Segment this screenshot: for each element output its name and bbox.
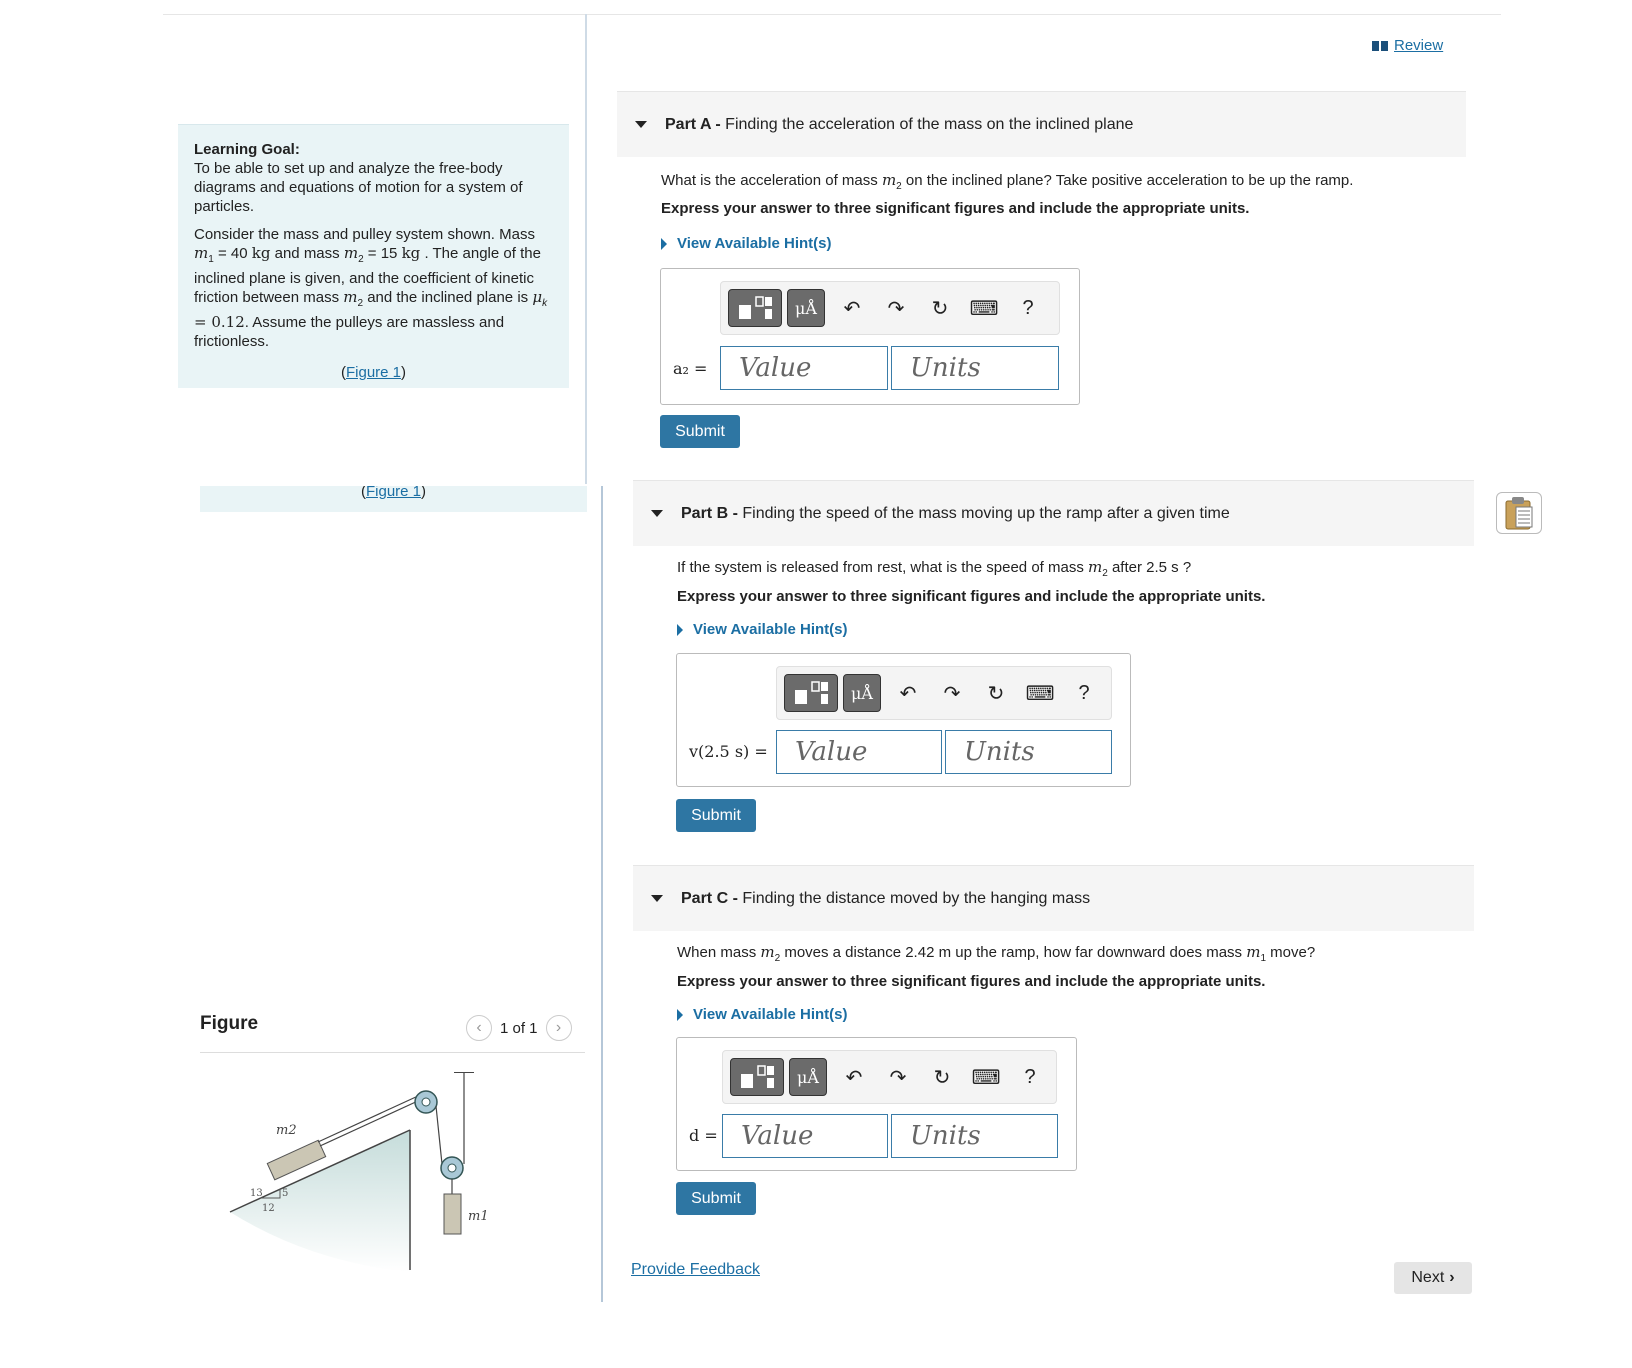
learning-goal-heading: Learning Goal: (194, 141, 300, 158)
part-b-header[interactable] (633, 480, 1474, 546)
part-b-units-input[interactable]: Units (945, 730, 1112, 774)
figure-pager (466, 1014, 572, 1042)
m2-symbol: m (760, 943, 775, 961)
caret-right-icon (661, 238, 667, 250)
part-a-variable: a₂ = (673, 359, 708, 378)
units-symbol-button[interactable] (787, 289, 825, 327)
prev-figure-button[interactable] (466, 1015, 492, 1041)
statement-text: Consider the mass and pulley system shown. Mass (194, 226, 535, 243)
next-button[interactable] (1394, 1262, 1472, 1294)
part-b-variable: v(2.5 s) = (689, 742, 768, 761)
keyboard-icon[interactable]: ⌨ (971, 1066, 1001, 1089)
part-b-value-input[interactable]: Value (776, 730, 942, 774)
part-c-hint-toggle[interactable] (677, 1006, 848, 1023)
m2-symbol: m (1088, 558, 1103, 576)
part-b-label: Part B - (681, 504, 738, 522)
m2-unit: kg (401, 244, 421, 262)
chevron-left-icon: ‹ (476, 1019, 482, 1036)
help-icon[interactable] (1062, 674, 1106, 712)
label-m1: m1 (468, 1209, 489, 1224)
chevron-right-icon: › (555, 1019, 562, 1036)
units-symbol-button[interactable] (789, 1058, 827, 1096)
part-a-question (661, 171, 1353, 192)
pulley-incline-figure (220, 1072, 520, 1272)
book-icon (1372, 40, 1388, 52)
m2-value: = 15 (363, 245, 402, 262)
keyboard-icon[interactable]: ⌨ (1025, 682, 1055, 705)
redo-icon[interactable]: ↷ (887, 297, 905, 320)
help-icon[interactable] (1008, 1058, 1052, 1096)
reset-icon[interactable]: ↻ (931, 297, 949, 320)
hint-label[interactable]: View Available Hint(s) (693, 1006, 848, 1023)
next-label: Next (1411, 1269, 1445, 1286)
m2-subscript: 2 (774, 953, 781, 964)
question-text: When mass (677, 944, 761, 961)
m2-symbol: m (881, 171, 897, 189)
help-glyph: ? (1024, 1065, 1036, 1088)
part-a-value-input[interactable]: Value (720, 346, 888, 390)
ghost-figure-link[interactable]: Figure 1 (365, 486, 422, 500)
m2-subscript: 2 (358, 254, 364, 265)
figure-link[interactable]: Figure 1 (345, 364, 402, 381)
rope-down (436, 1106, 442, 1164)
part-c-instruction: Express your answer to three significant figures and include the appropriate units. (677, 973, 1266, 990)
question-text: moves a distance 2.42 m up the ramp, how far downward does mass (780, 944, 1247, 961)
learning-goal-text: To be able to set up and analyze the free-body diagrams and equations of motion for a system of particles. (194, 160, 523, 215)
caret-right-icon (677, 1009, 683, 1021)
part-c-title: Finding the distance moved by the hanging mass (742, 889, 1091, 907)
part-a-units-input[interactable]: Units (891, 346, 1059, 390)
part-c-answer-box (676, 1037, 1077, 1171)
figure-divider (200, 1052, 585, 1053)
part-b-toolbar (776, 666, 1112, 720)
question-text: move? (1266, 944, 1316, 961)
mu-angstrom-icon: μÅ (797, 1067, 819, 1087)
part-b-answer-box (676, 653, 1131, 787)
templates-button[interactable] (730, 1058, 784, 1096)
question-text: What is the acceleration of mass (661, 172, 882, 189)
column-divider-lower (601, 486, 603, 1302)
part-b-hint-toggle[interactable] (677, 621, 848, 638)
statement-text: . Assume the pulleys are massless and frictionless. (194, 314, 505, 350)
caret-right-icon (677, 624, 683, 636)
top-divider (163, 14, 1501, 15)
help-glyph: ? (1022, 296, 1034, 319)
templates-icon (738, 1064, 776, 1090)
m1-subscript: 1 (208, 254, 214, 265)
m1-symbol: m (194, 244, 209, 262)
redo-icon[interactable]: ↷ (889, 1066, 907, 1089)
question-text: after 2.5 s ? (1107, 559, 1192, 576)
part-a-title: Finding the acceleration of the mass on the inclined plane (725, 115, 1134, 133)
m2-symbol: m (343, 288, 358, 306)
question-text: on the inclined plane? Take positive acceleration to be up the ramp. (901, 172, 1354, 189)
part-b-question (677, 558, 1191, 579)
caret-down-icon[interactable] (651, 895, 663, 902)
review-label[interactable]: Review (1394, 37, 1444, 54)
part-a-toolbar (720, 281, 1060, 335)
templates-icon (736, 295, 774, 321)
clipboard-icon (1504, 496, 1534, 530)
part-c-submit-button[interactable]: Submit (676, 1182, 756, 1215)
statement-text: and mass (270, 245, 344, 262)
question-text: If the system is released from rest, what is the speed of mass (677, 559, 1088, 576)
hint-label[interactable]: View Available Hint(s) (677, 235, 832, 252)
figure-pager-count: 1 of 1 (500, 1019, 538, 1037)
m2-symbol: m (343, 244, 359, 262)
mu-subscript: k (542, 298, 548, 309)
units-symbol-button[interactable] (843, 674, 881, 712)
templates-button[interactable] (728, 289, 782, 327)
slope-label-5: 5 (282, 1188, 289, 1199)
statement-text: . The angle of the inclined plane is given, and the coefficient of kinetic friction between mass (194, 245, 541, 306)
templates-button[interactable] (784, 674, 838, 712)
part-a-hint-toggle[interactable] (661, 235, 832, 252)
help-icon[interactable] (1006, 289, 1050, 327)
part-c-header[interactable] (633, 865, 1474, 931)
label-m2: m2 (276, 1123, 297, 1138)
mu-symbol: μ (532, 288, 543, 306)
caret-down-icon[interactable] (635, 121, 647, 128)
m1-subscript: 1 (1260, 953, 1267, 964)
part-a-header[interactable] (617, 91, 1466, 157)
reset-icon[interactable]: ↻ (987, 682, 1005, 705)
redo-icon[interactable]: ↷ (943, 682, 961, 705)
part-c-variable: d = (689, 1126, 718, 1145)
part-a-submit-button[interactable]: Submit (660, 415, 740, 448)
help-glyph: ? (1078, 681, 1090, 704)
part-c-toolbar (722, 1050, 1057, 1104)
templates-icon (792, 680, 830, 706)
m2-subscript: 2 (357, 298, 364, 309)
slope-label-13: 13 (250, 1188, 263, 1199)
part-a-answer-box (660, 268, 1080, 405)
chevron-right-icon: › (1449, 1269, 1455, 1286)
part-b-title: Finding the speed of the mass moving up the ramp after a given time (742, 504, 1230, 522)
m1-unit: kg (251, 244, 271, 262)
mu-value: = 0.12 (194, 313, 245, 331)
learning-goal-panel (178, 124, 569, 388)
undo-icon[interactable]: ↶ (843, 297, 861, 320)
part-b-instruction: Express your answer to three significant figures and include the appropriate units. (677, 588, 1266, 605)
figure-title: Figure (200, 1013, 259, 1034)
provide-feedback-link[interactable]: Provide Feedback (631, 1261, 760, 1278)
reset-icon[interactable]: ↻ (933, 1066, 951, 1089)
block-m1 (444, 1194, 461, 1234)
mu-angstrom-icon: μÅ (851, 683, 873, 703)
part-a-label: Part A - (665, 115, 721, 133)
top-pulley-hub (422, 1098, 430, 1106)
ghost-figure-link-strip: (Figure 1) (200, 486, 587, 512)
problem-statement (194, 225, 553, 351)
part-c-label: Part C - (681, 889, 738, 907)
clipboard-button[interactable] (1496, 492, 1542, 534)
caret-down-icon[interactable] (651, 510, 663, 517)
statement-text: and the inclined plane is (363, 289, 533, 306)
m1-value: = 40 (213, 245, 252, 262)
m2-subscript: 2 (896, 181, 902, 192)
review-link[interactable] (1372, 37, 1443, 54)
part-c-units-input[interactable]: Units (891, 1114, 1058, 1158)
part-b-submit-button[interactable]: Submit (676, 799, 756, 832)
lower-pulley-hub (448, 1164, 456, 1172)
part-c-question (677, 943, 1315, 964)
part-a-instruction: Express your answer to three significant figures and include the appropriate units. (661, 200, 1250, 217)
mu-angstrom-icon: μÅ (795, 298, 817, 318)
slope-label-12: 12 (262, 1203, 275, 1214)
hint-label[interactable]: View Available Hint(s) (693, 621, 848, 638)
next-figure-button[interactable] (546, 1015, 572, 1041)
undo-icon[interactable]: ↶ (899, 682, 917, 705)
figure-link-row: (Figure 1) (340, 364, 407, 381)
undo-icon[interactable]: ↶ (845, 1066, 863, 1089)
part-c-value-input[interactable]: Value (722, 1114, 888, 1158)
m1-symbol: m (1246, 943, 1261, 961)
column-divider (585, 14, 587, 484)
keyboard-icon[interactable]: ⌨ (969, 297, 999, 320)
m2-subscript: 2 (1102, 568, 1108, 579)
